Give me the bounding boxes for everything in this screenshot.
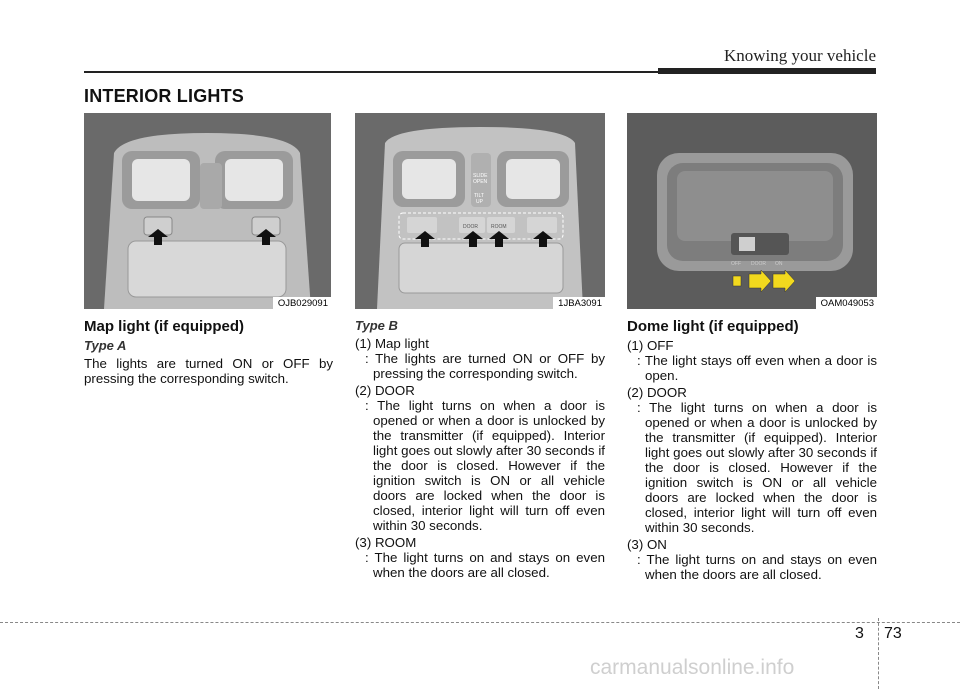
figure-type-b	[355, 113, 605, 309]
item-number: (3) ROOM	[355, 535, 417, 550]
page-section-number: 3	[855, 625, 864, 642]
item-number: (2) DOOR	[627, 385, 687, 400]
figure-dome-light	[627, 113, 877, 309]
item-number: (3) ON	[627, 537, 667, 552]
item-number: (2) DOOR	[355, 383, 415, 398]
figure-type-b-illustration	[355, 113, 605, 309]
item-text: : The light turns on and stays on even when the doors are all closed.	[637, 552, 877, 582]
svg-text:OPEN: OPEN	[473, 179, 488, 185]
page-number: 73	[884, 625, 902, 642]
map-light-heading: Map light (if equipped)	[84, 318, 244, 335]
svg-text:SLIDE: SLIDE	[473, 173, 488, 179]
figure-code: 1JBA3091	[553, 297, 605, 309]
item-text: : The lights are turned ON or OFF by pressing the corresponding switch.	[365, 351, 605, 381]
figure-type-a	[84, 113, 331, 309]
item-text: : The light turns on when a door is opened or when a door is unlocked by the transmitter (if equipped). Interior light goes out slowly after 30 seconds if the door is closed. However if the ignition switch is ON or all vehicle doors are locked when the door is closed, interior light will turn off even within 30 seconds.	[365, 398, 605, 533]
item-number: (1) Map light	[355, 336, 429, 351]
svg-text:DOOR: DOOR	[463, 224, 478, 230]
figure-code: OJB029091	[273, 297, 331, 309]
figure-code: OAM049053	[816, 297, 877, 309]
svg-text:ROOM: ROOM	[491, 224, 507, 230]
header-bar	[658, 68, 876, 74]
dome-light-heading: Dome light (if equipped)	[627, 318, 799, 335]
svg-text:UP: UP	[476, 199, 483, 205]
svg-text:TILT: TILT	[474, 193, 484, 199]
column-map-light-type-a	[84, 318, 333, 386]
footer-vertical-rule	[878, 618, 879, 689]
figure-type-a-illustration	[84, 113, 331, 309]
item-text: : The light turns on and stays on even when the doors are all closed.	[365, 550, 605, 580]
header-title: Knowing your vehicle	[723, 46, 876, 65]
figure-dome-light-illustration	[627, 113, 877, 309]
item-number: (1) OFF	[627, 338, 674, 353]
column-dome-light	[627, 318, 877, 582]
section-title: INTERIOR LIGHTS	[84, 86, 244, 106]
footer-dashed-rule	[0, 622, 960, 623]
svg-text:DOOR: DOOR	[751, 261, 766, 267]
type-a-label: Type A	[84, 338, 127, 353]
svg-text:ON: ON	[775, 261, 783, 267]
svg-text:OFF: OFF	[731, 261, 741, 267]
type-a-text: The lights are turned ON or OFF by pressing the corresponding switch.	[84, 356, 333, 386]
item-text: : The light stays off even when a door is open.	[637, 353, 877, 383]
type-b-label: Type B	[355, 318, 398, 333]
item-text: : The light turns on when a door is opened or when a door is unlocked by the transmitter (if equipped). Interior light goes out slowly after 30 seconds if the door is closed. However if the ignition switch is ON or all vehicle doors are locked when the door is closed, interior light will turn off even within 30 seconds.	[637, 400, 877, 535]
column-map-light-type-b	[355, 318, 605, 580]
watermark: carmanualsonline.info	[590, 656, 795, 679]
